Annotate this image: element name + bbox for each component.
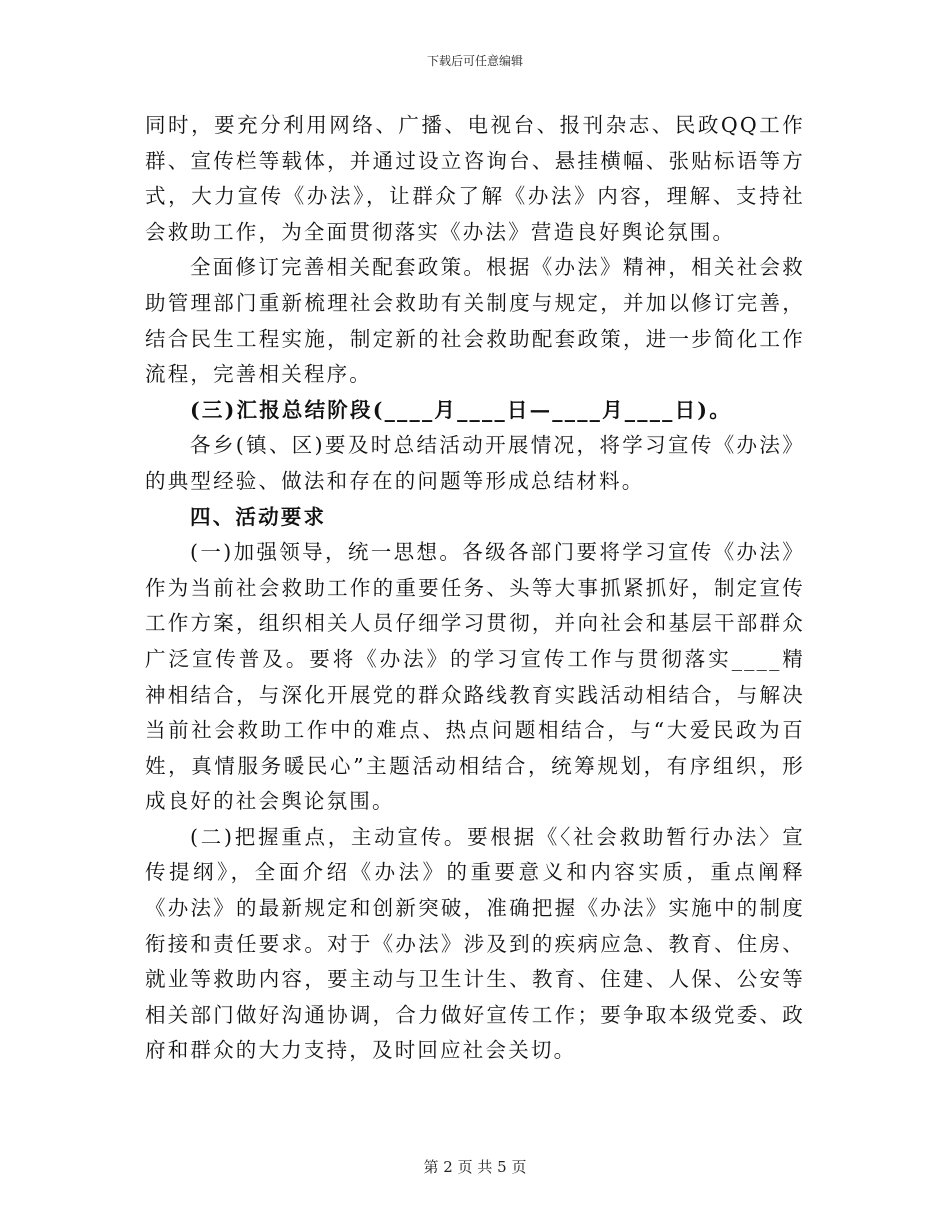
section-heading: 四、活动要求 xyxy=(190,504,327,529)
paragraph: (一)加强领导，统一思想。各级各部门要将学习宣传《办法》作为当前社会救助工作的重要任务、头等大事抓紧抓好，制定宣传工作方案，组织相关人员仔细学习贯彻，并向社会和基层干部群众广泛宣传普及。要将《办法》的学习宣传工作与贯彻落实____精神相结合，与深化开展党的群众路线教育实践活动相结合，与解决当前社会救助工作中的难点、热点问题相结合，与“大爱民政为百姓，真情服务暖民心”主题活动相结合，统筹规划，有序组织，形成良好的社会舆论氛围。 xyxy=(145,540,805,814)
paragraph: (二)把握重点，主动宣传。要根据《〈社会救助暂行办法〉宣传提纲》，全面介绍《办法》的重要意义和内容实质，重点阐释《办法》的最新规定和创新突破，准确把握《办法》实施中的制度衔接和责任要求。对于《办法》涉及到的疾病应急、教育、住房、就业等救助内容，要主动与卫生计生、教育、住建、人保、公安等相关部门做好沟通协调，合力做好宣传工作；要争取本级党委、政府和群众的大力支持，及时回应社会关切。 xyxy=(145,824,805,1063)
page-number: 第 2 页 共 5 页 xyxy=(423,1158,527,1176)
document-body xyxy=(145,108,805,1069)
paragraph: 同时，要充分利用网络、广播、电视台、报刊杂志、民政QQ工作群、宣传栏等载体，并通过设立咨询台、悬挂横幅、张贴标语等方式，大力宣传《办法》，让群众了解《办法》内容，理解、支持社会救助工作，为全面贯彻落实《办法》营造良好舆论氛围。 xyxy=(145,113,805,244)
paragraph: 各乡(镇、区)要及时总结活动开展情况，将学习宣传《办法》的典型经验、做法和存在的问题等形成总结材料。 xyxy=(145,433,805,493)
page-header: 下载后可任意编辑 xyxy=(426,54,523,68)
paragraph: 全面修订完善相关配套政策。根据《办法》精神，相关社会救助管理部门重新梳理社会救助有关制度与规定，并加以修订完善，结合民生工程实施，制定新的社会救助配套政策，进一步简化工作流程，完善相关程序。 xyxy=(145,255,805,387)
section-heading: (三)汇报总结阶段(____月____日—____月____日)。 xyxy=(190,397,732,422)
